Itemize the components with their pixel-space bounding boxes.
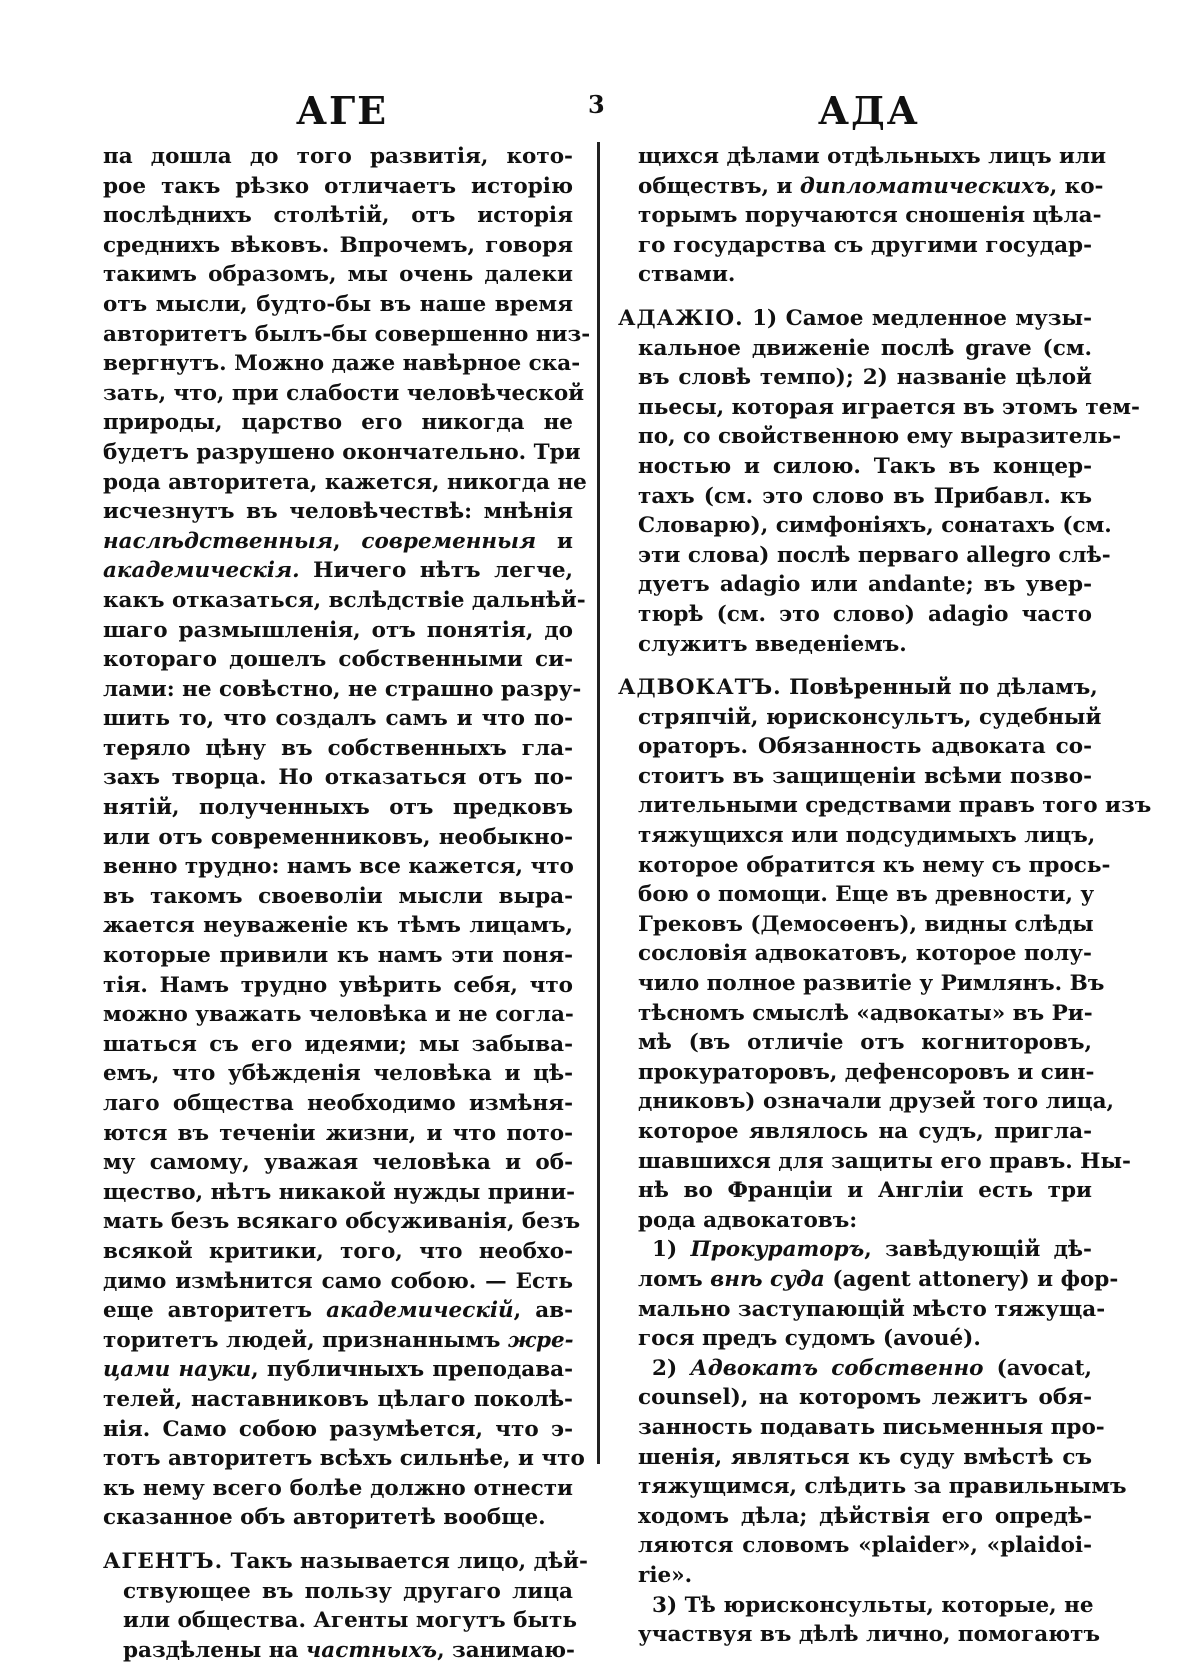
text-line: щихся дѣлами отдѣльныхъ лицъ или (638, 144, 1107, 169)
text-line: дниковъ) означали друзей того лица, (638, 1089, 1114, 1115)
text-line: телей, наставниковъ цѣлаго поколѣ- (103, 1386, 573, 1412)
text-line: по, со свойственною ему выразитель- (638, 424, 1122, 450)
headword: АГЕНТЪ. (103, 1548, 224, 1574)
list-item: 2) Адвокатъ собственно (avocat, (652, 1355, 1092, 1381)
text-line: рое такъ рѣзко отличаетъ исторію (103, 173, 573, 199)
text-line: димо измѣнится само собою. — Есть (103, 1268, 573, 1294)
text-line: въ словѣ темпо); 2) названіе цѣлой (638, 365, 1092, 391)
text-line: ходомъ дѣла; дѣйствія его опредѣ- (638, 1503, 1092, 1529)
text-line: всякой критики, того, что необхо- (103, 1238, 573, 1264)
text-line: рода адвокатовъ: (638, 1207, 858, 1233)
text-line: наслѣдственныя, современныя и (103, 528, 573, 554)
page-header (0, 88, 1191, 138)
left-column (103, 142, 591, 1665)
text-line: ломъ внѣ суда (agent attonery) и фор- (638, 1266, 1119, 1292)
text-line: среднихъ вѣковъ. Впрочемъ, говоря (103, 232, 573, 258)
italic-term: академическій (326, 1298, 514, 1324)
text-line: авторитетъ былъ-бы совершенно низ- (103, 321, 591, 347)
italic-term: внѣ суда (710, 1266, 825, 1292)
text-line: бою о помощи. Еще въ древности, у (638, 882, 1095, 908)
text-line: сословія адвокатовъ, которое полу- (638, 941, 1092, 967)
text-line: которое являлось на судъ, пригла- (638, 1119, 1092, 1144)
text-line: дуетъ adagio или andante; въ увер- (638, 572, 1092, 598)
page-number: 3 (588, 90, 605, 119)
text-line: въ такомъ своеволіи мысли выра- (103, 883, 573, 909)
italic-term: частныхъ (305, 1637, 438, 1663)
text-line: гося предъ судомъ (avoué). (638, 1326, 981, 1352)
text-line: ляются словомъ «plaider», «plaidoi- (638, 1533, 1092, 1559)
text-line: тѣсномъ смыслѣ «адвокаты» въ Ри- (638, 1000, 1093, 1026)
text-line: тяжущихся или подсудимыхъ лицъ, (638, 823, 1096, 849)
text-line: стряпчій, юрисконсультъ, судебный (638, 704, 1102, 730)
text-line: лительными средствами правъ того изъ (638, 793, 1152, 819)
italic-term: наслѣдственныя (103, 528, 333, 554)
text-line: чило полное развитіе у Римлянъ. Въ (638, 971, 1105, 997)
italic-term: Прокураторъ (690, 1237, 865, 1263)
text-line: rie». (638, 1562, 693, 1588)
italic-term: цами науки (103, 1357, 252, 1383)
text-line: послѣднихъ столѣтій, отъ исторія (103, 203, 573, 229)
text-line: па дошла до того развитія, кото- (103, 144, 573, 169)
text-line: емъ, что убѣжденія человѣка и цѣ- (103, 1061, 573, 1087)
text-line: занность подавать письменныя про- (638, 1414, 1105, 1440)
italic-term: Адвокатъ собственно (690, 1355, 984, 1381)
text-line: къ нему всего болѣе должно отнести (103, 1475, 573, 1501)
text-line: шенія, являться къ суду вмѣстѣ съ (638, 1444, 1092, 1470)
text-line: служитъ введеніемъ. (638, 631, 907, 657)
text-line: еще авторитетъ академическій, ав- (103, 1298, 573, 1324)
text-line: шить то, что создалъ самъ и что по- (103, 706, 573, 732)
text-line: ствами. (638, 262, 736, 288)
text-line: или общества. Агенты могутъ быть (123, 1608, 577, 1634)
text-line: сказанное объ авторитетѣ вообще. (103, 1505, 546, 1531)
text-line: мально заступающій мѣсто тяжуща- (638, 1296, 1106, 1322)
text-line: тотъ авторитетъ всѣхъ сильнѣе, и что (103, 1446, 585, 1472)
text-line: лаго общества необходимо измѣня- (103, 1091, 573, 1116)
text-line: академическія. Ничего нѣтъ легче, (103, 558, 573, 584)
text-line: рода авторитета, кажется, никогда не (103, 469, 587, 495)
text-line: Словарю), симфоніяхъ, сонатахъ (см. (638, 513, 1112, 539)
text-line: тахъ (см. это слово въ Прибавл. къ (638, 483, 1092, 509)
text-line: зать, что, при слабости человѣческой (103, 380, 585, 406)
text-line: участвуя въ дѣлѣ лично, помогаютъ (638, 1622, 1100, 1648)
text-line: жается неуваженіе къ тѣмъ лицамъ, (103, 913, 573, 939)
text-line: му самому, уважая человѣка и об- (103, 1150, 573, 1176)
text-line: которое обратится къ нему съ прось- (638, 852, 1111, 878)
text-line: мѣ (въ отличіе отъ когниторовъ, (638, 1030, 1092, 1056)
text-line: прокураторовъ, дефенсоровъ и син- (638, 1059, 1095, 1085)
headword: АДАЖІО. (618, 305, 744, 331)
text-line: тія. Намъ трудно увѣрить себя, что (103, 972, 573, 998)
italic-term: дипломатическихъ (799, 173, 1050, 199)
right-column (618, 142, 1152, 1650)
list-item: 3) Тѣ юрисконсульты, которые, не (652, 1592, 1094, 1618)
text-line: ются въ теченіи жизни, и что пото- (103, 1120, 573, 1146)
text-line: ностью и силою. Такъ въ концер- (638, 453, 1092, 479)
italic-term: академическія. (103, 558, 300, 584)
text-line: исчезнутъ въ человѣчествѣ: мнѣнія (103, 499, 573, 525)
running-head-right: АДА (818, 88, 920, 133)
text-line: шаться съ его идеями; мы забыва- (103, 1031, 573, 1057)
text-line: нятій, полученныхъ отъ предковъ (103, 795, 573, 821)
text-line: такимъ образомъ, мы очень далеки (103, 262, 573, 288)
text-line: тюрѣ (см. это слово) adagio часто (638, 601, 1092, 627)
italic-term: современныя (361, 528, 537, 554)
text-line: кальное движеніе послѣ grave (см. (638, 335, 1092, 361)
text-line: шаго размышленія, отъ понятія, до (103, 617, 573, 643)
text-line: эти слова) послѣ перваго allegro слѣ- (638, 542, 1111, 568)
text-line: лами: не совѣстно, не страшно разру- (103, 676, 582, 702)
text-line: стоитъ въ защищеніи всѣми позво- (638, 763, 1092, 789)
text-line: котораго дошелъ собственными си- (103, 647, 573, 673)
text-line: цами науки, публичныхъ преподава- (103, 1357, 573, 1383)
text-line: захъ творца. Но отказаться отъ по- (103, 765, 573, 791)
text-line: го государства съ другими государ- (638, 232, 1092, 258)
text-line: шавшихся для защиты его правъ. Ны- (638, 1148, 1131, 1174)
text-line: или отъ современниковъ, необыкно- (103, 824, 573, 850)
running-head-left: АГЕ (296, 88, 389, 133)
text-line: тяжущимся, слѣдить за правильнымъ (638, 1474, 1127, 1500)
italic-term: жре- (507, 1327, 574, 1353)
text-line: торымъ поручаются сношенія цѣла- (638, 203, 1102, 229)
text-line: нія. Само собою разумѣется, что э- (103, 1416, 573, 1442)
text-line: нѣ во Франціи и Англіи есть три (638, 1178, 1092, 1204)
text-line: Грековъ (Демосѳенъ), видны слѣды (638, 911, 1094, 937)
text-line: пьесы, которая играется въ этомъ тем- (638, 394, 1140, 420)
text-line: щество, нѣтъ никакой нужды прини- (103, 1179, 576, 1205)
entry-advokat: АДВОКАТЪ. Повѣренный по дѣламъ, (618, 675, 1098, 701)
headword: АДВОКАТЪ. (618, 675, 782, 701)
entry-adagio: АДАЖІО. 1) Самое медленное музы- (618, 305, 1092, 331)
text-line: counsel), на которомъ лежитъ обя- (638, 1385, 1092, 1411)
text-line: торитетъ людей, признаннымъ жре- (103, 1327, 574, 1353)
text-line: мать безъ всякаго обсуживанія, безъ (103, 1209, 581, 1235)
text-line: будетъ разрушено окончательно. Три (103, 439, 581, 465)
text-line: теряло цѣну въ собственныхъ гла- (103, 735, 573, 761)
text-line: обществъ, и дипломатическихъ, ко- (638, 173, 1104, 199)
text-line: вергнутъ. Можно даже навѣрное ска- (103, 351, 581, 377)
text-line: ствующее въ пользу другаго лица (123, 1578, 573, 1604)
text-line: отъ мысли, будто-бы въ наше время (103, 291, 573, 317)
text-line: венно трудно: намъ все кажется, что (103, 854, 574, 880)
text-line: ораторъ. Обязанность адвоката со- (638, 734, 1092, 760)
list-item: 1) Прокураторъ, завѣдующій дѣ- (652, 1237, 1092, 1263)
entry-agent: АГЕНТЪ. Такъ называется лицо, дѣй- (103, 1548, 588, 1574)
text-line: раздѣлены на частныхъ, занимаю- (123, 1637, 575, 1663)
text-line: можно уважать человѣка и не согла- (103, 1002, 574, 1028)
column-divider (597, 142, 600, 1464)
text-line: природы, царство его никогда не (103, 410, 573, 436)
text-line: какъ отказаться, вслѣдствіе дальнѣй- (103, 587, 586, 613)
text-line: которые привили къ намъ эти поня- (103, 943, 573, 969)
